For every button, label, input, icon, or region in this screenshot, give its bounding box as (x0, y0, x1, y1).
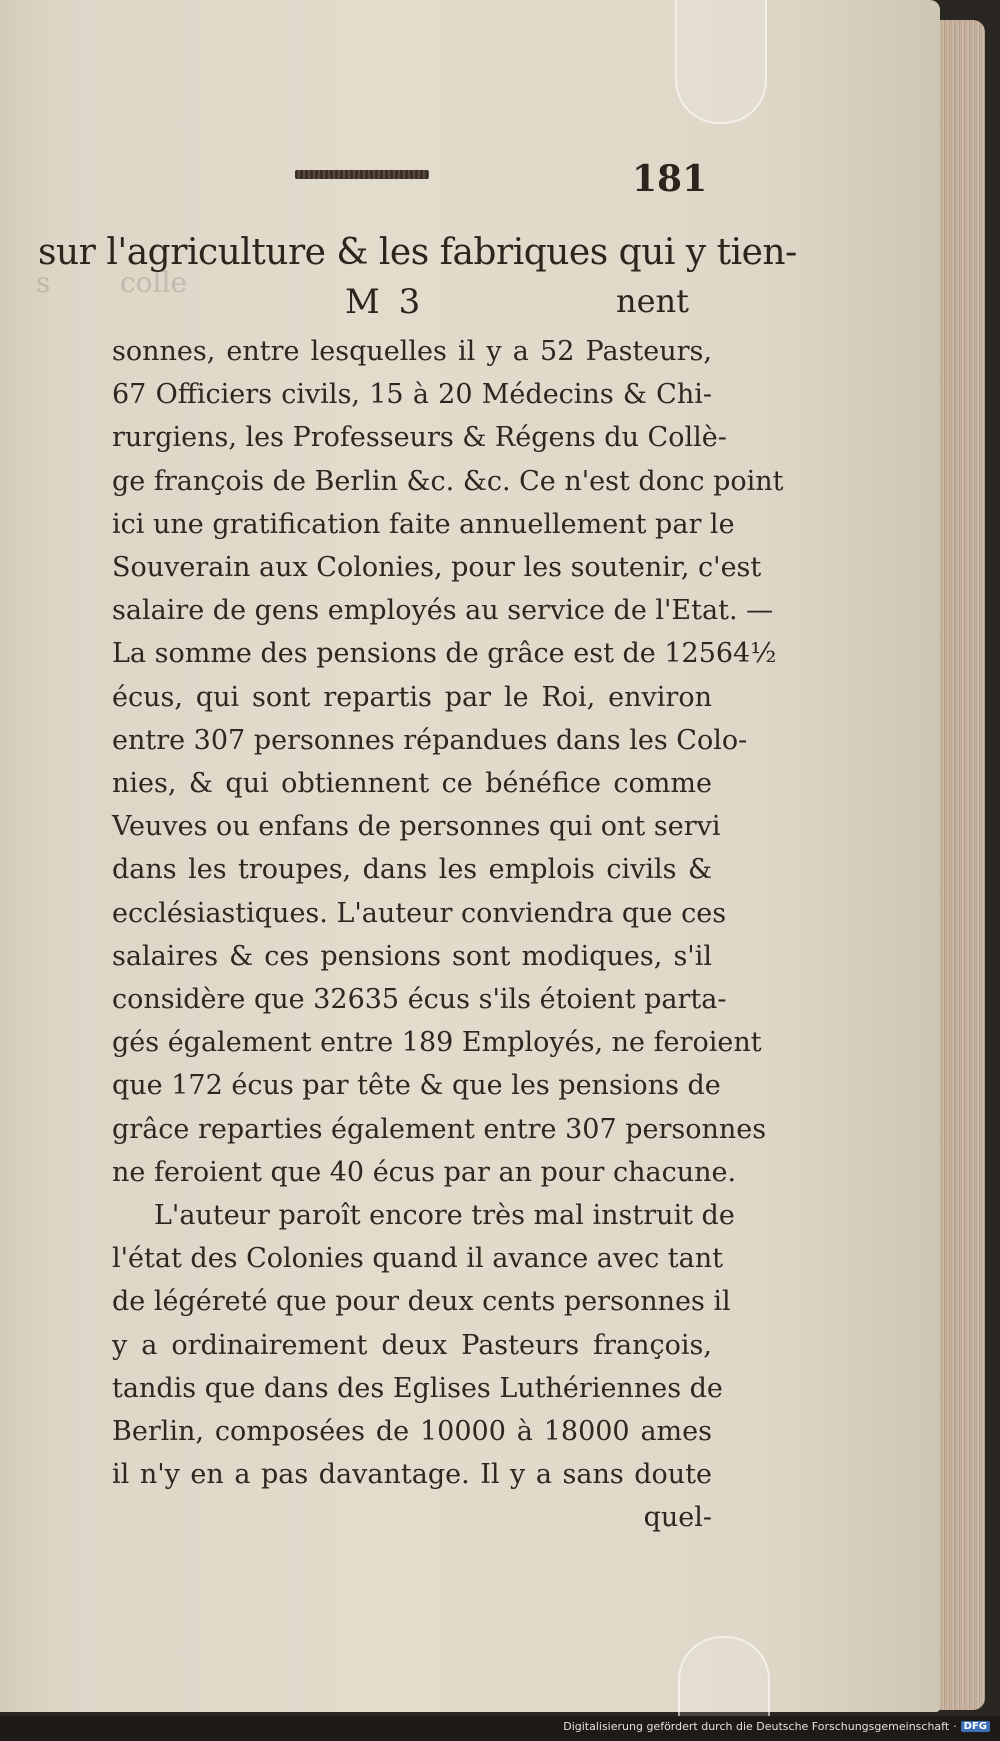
text-line: quel- (643, 1502, 712, 1534)
text-line: l'état des Colonies quand il avance avec tant (112, 1243, 723, 1275)
text-line: de légéreté que pour deux cents personnes il (112, 1286, 731, 1318)
text-line: y a ordinairement deux Pasteurs françois, (112, 1329, 712, 1361)
text-line: dans les troupes, dans les emplois civils & (112, 854, 712, 886)
text-line: L'auteur paroît encore très mal instruit de (154, 1200, 735, 1232)
text-line: tandis que dans des Eglises Luthériennes de (112, 1372, 723, 1404)
text-line: salaires & ces pensions sont modiques, s'il (112, 940, 712, 972)
footer-credit-text: Digitalisierung gefördert durch die Deutsche Forschungsgemeinschaft (563, 1720, 950, 1733)
text-line: 67 Officiers civils, 15 à 20 Médecins & Chi- (112, 379, 712, 411)
signature-mark: M 3 (345, 282, 425, 322)
text-line: ne feroient que 40 écus par an pour chacune. (112, 1156, 737, 1188)
text-line: Berlin, composées de 10000 à 18000 ames (112, 1416, 712, 1448)
text-line: écus, qui sont repartis par le Roi, environ (112, 681, 712, 713)
text-line: ici une gratification faite annuellement par le (112, 508, 735, 540)
footer-credit: Digitalisierung gefördert durch die Deutsche Forschungsgemeinschaft · DFG (563, 1720, 990, 1733)
text-line: entre 307 personnes répandues dans les Colo- (112, 724, 748, 756)
glass-clip-top (675, 0, 767, 124)
text-line: que 172 écus par tête & que les pensions de (112, 1070, 721, 1102)
text-line: nies, & qui obtiennent ce bénéfice comme (112, 768, 712, 800)
ghost-margin-text: s (36, 266, 51, 299)
text-line: gés également entre 189 Employés, ne feroient (112, 1027, 762, 1059)
leftover-print-line: sur l'agriculture & les fabriques qui y tien- (38, 232, 797, 273)
text-line: sonnes, entre lesquelles il y a 52 Pasteurs, (112, 336, 712, 367)
text-line: considère que 32635 écus s'ils étoient parta- (112, 984, 727, 1016)
text-line: ecclésiastiques. L'auteur conviendra que ces (112, 897, 727, 929)
page-number: 181 (632, 158, 708, 200)
dfg-logo: DFG (961, 1721, 990, 1732)
text-line: salaire de gens employés au service de l'Etat. — (112, 595, 774, 627)
ghost-margin-text: colle (120, 266, 188, 299)
leftover-catchword: nent (616, 282, 690, 320)
text-line: ge françois de Berlin &c. &c. Ce n'est donc point (112, 465, 784, 497)
header-ornament-rule (295, 170, 429, 179)
body-text (112, 330, 784, 1540)
text-line: Veuves ou enfans de personnes qui ont servi (112, 811, 721, 843)
glass-clip-bottom (678, 1636, 770, 1728)
text-line: La somme des pensions de grâce est de 12564½ (112, 638, 777, 670)
text-line: rurgiens, les Professeurs & Régens du Collè- (112, 422, 727, 454)
footer-bar (0, 1716, 1000, 1741)
text-line: il n'y en a pas davantage. Il y a sans doute (112, 1459, 712, 1491)
text-line: grâce reparties également entre 307 personnes (112, 1113, 767, 1145)
text-line: Souverain aux Colonies, pour les soutenir, c'est (112, 552, 762, 584)
